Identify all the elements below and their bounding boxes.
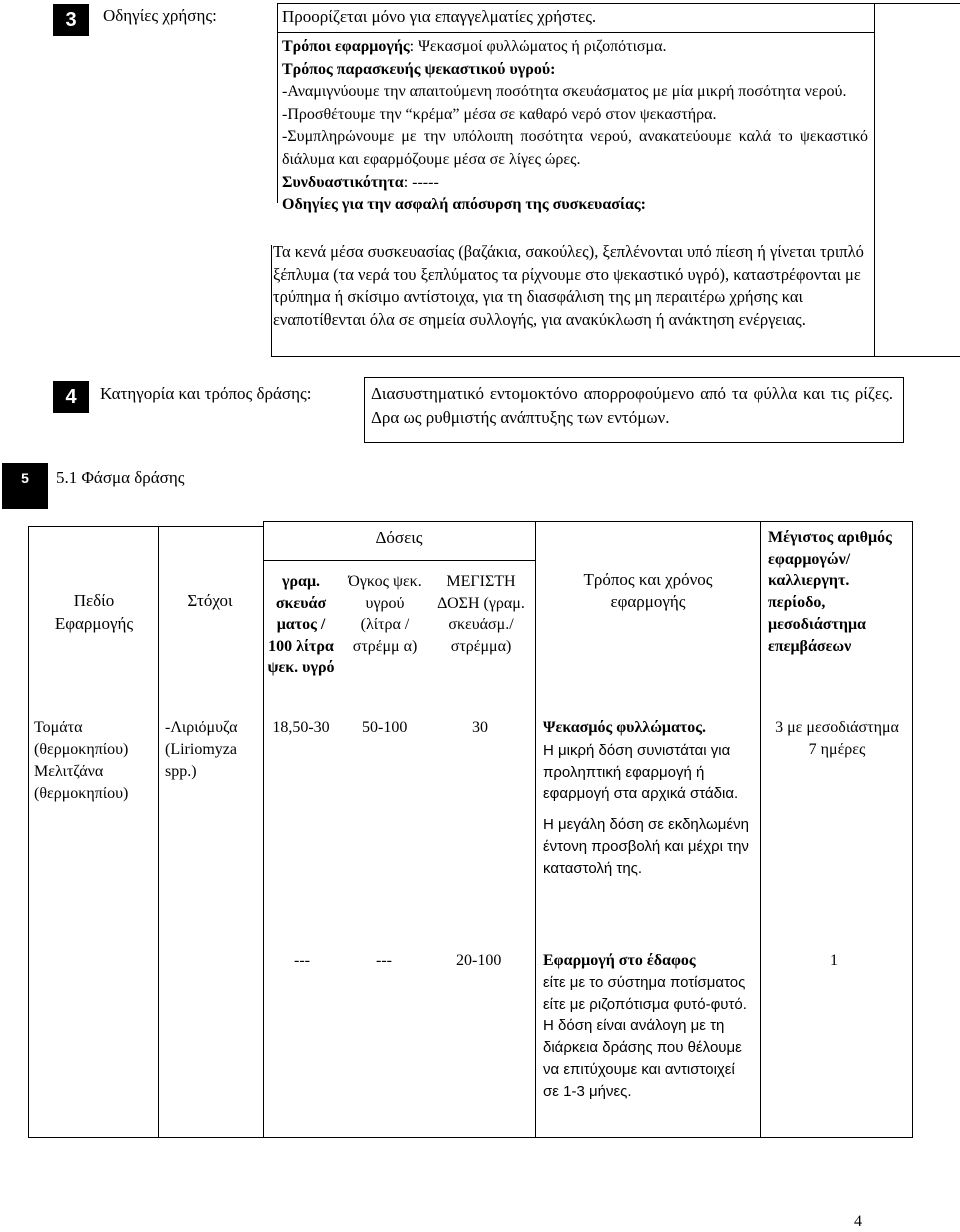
section-4-badge: 4 [53,381,89,413]
row2-method-title: Εφαρμογή στο έδαφος [543,952,696,969]
section-3-top-rule [277,3,960,4]
row1-dose: 18,50-30 [272,719,330,736]
row1-max-apps: 3 με μεσοδιάστημα 7 ημέρες [775,719,899,758]
row2-dose: --- [294,952,310,969]
header-max-apps: Μέγιστος αριθμός εφαρμογών/ καλλιεργητ. περίοδο, μεσοδιάστημα επεμβάσεων [768,529,892,655]
table-left-rule [28,526,29,1138]
section-3-left-rule [277,3,278,203]
table-top-rule [263,521,913,522]
crop-1: Τομάτα (θερμοκηπίου) [34,719,129,758]
crop-cell [34,717,158,805]
compatibility [282,172,868,195]
preparation-step-2: -Προσθέτουμε την “κρέμα” μέσα σε καθαρό νερό στον ψεκαστήρα. [282,105,717,123]
section-3-badge: 3 [53,4,89,36]
section-3-content [282,36,868,217]
section-3-label: Οδηγίες χρήσης: [103,6,217,25]
doses-header-rule [263,560,535,561]
header-dose-product: γραμ. σκευάσ ματος / 100 λίτρα ψεκ. υγρό [267,573,335,677]
header-method: Τρόπος και χρόνος εφαρμογής [583,570,713,611]
section-3-row-rule [277,32,874,33]
col-divider-2 [263,521,264,1138]
compatibility-label: Συνδυαστικότητα [282,173,404,191]
application-methods-text: : Ψεκασμοί φυλλώματος ή ριζοπότισμα. [409,38,667,55]
application-methods-label: Τρόποι εφαρμογής [282,38,410,55]
section-4-label: Κατηγορία και τρόπος δράσης: [100,384,312,403]
row1-volume: 50-100 [362,719,408,736]
row2-max-dose: 20-100 [456,952,502,969]
crop-2: Μελιτζάνα (θερμοκηπίου) [34,763,129,802]
row2-method-text: είτε με το σύστημα ποτίσματος είτε με ριζοπότισμα φυτό-φυτό. Η δόση είναι ανάλογη με τη διάρκεια δράσης που θέλουμε να επιτύχουμε και αντιστοιχεί σε 1-3 μήνες. [543,973,747,1100]
header-max-dose: ΜΕΓΙΣΤΗ ΔΟΣΗ (γραμ. σκευάσμ./ στρέμμα) [437,573,525,655]
section-3-bottom-rule [271,356,960,357]
application-methods [282,36,868,59]
header-targets: Στόχοι [187,591,233,610]
header-field: Πεδίο Εφαρμογής [54,591,134,633]
row2-volume: --- [376,952,392,969]
page-number: 4 [854,1213,862,1230]
row2-method [543,950,753,1103]
row1-method-title: Ψεκασμός φυλλώματος. [543,719,707,736]
section-4-text: Διασυστηματικό εντομοκτόνο απορροφούμενο από τα φύλλα και τις ρίζες. Δρα ως ρυθμιστής ανάπτυξης των εντόμων. [371,384,893,427]
section-3-right-rule [874,3,875,357]
preparation-step-3: -Συμπληρώνουμε με την υπόλοιπη ποσότητα νερού, ανακατεύουμε καλά το ψεκαστικό διάλυμα και εφαρμόζουμε μέσα σε λίγες ώρες. [282,128,868,168]
section-5-badge: 5 [2,463,48,509]
target-cell: -Λιριόμυζα (Liriomyza spp.) [165,719,238,780]
preparation-step-1: -Αναμιγνύουμε την απαιτούμενη ποσότητα σκευάσματος με μία μικρή ποσότητα νερού. [282,83,847,101]
section-3-line-1: Προορίζεται μόνο για επαγγελματίες χρήστες. [282,7,597,26]
row1-method-p2: Η μεγάλη δόση σε εκδηλωμένη έντονη προσβολή και μέχρι την καταστολή της. [543,816,749,877]
disposal-title: Οδηγίες για την ασφαλή απόσυρση της συσκευασίας: [282,196,646,214]
row1-method-p1: Η μικρή δόση συνιστάται για προληπτική εφαρμογή ή εφαρμογή στα αρχικά στάδια. [543,741,739,803]
table-left-top-rule [28,526,263,527]
row1-max-dose: 30 [472,719,488,736]
row1-method [543,717,759,880]
col-divider-4 [760,521,761,1138]
preparation-title: Τρόπος παρασκευής ψεκαστικού υγρού: [282,60,556,78]
disposal-text: Τα κενά μέσα συσκευασίας (βαζάκια, σακούλες), ξεπλένονται υπό πίεση ή γίνεται τριπλό ξέπλυμα (τα νερά του ξεπλύματος τα ρίχνουμε στο ψεκαστικό υγρό), καταστρέφονται με τρύπημα ή σκίσιμο αντίστοιχα, για τη διασφάλιση της μη περαιτέρω χρήσης και εναποτίθενται όλα σε σημεία συλλογής, για ανακύκλωση ή ανάκτηση ενέργειας. [273,242,864,330]
col-divider-3 [535,521,536,1138]
row2-max-apps: 1 [830,952,838,969]
compatibility-text: : ----- [403,173,439,191]
table-bottom-rule [28,1137,913,1138]
section-3-left-rule-lower [271,245,272,357]
header-volume: Όγκος ψεκ. υγρού (λίτρα / στρέμμ α) [348,573,422,655]
section-5-title: 5.1 Φάσμα δράσης [56,468,185,487]
col-divider-1 [158,526,159,1138]
table-right-rule [912,521,913,1138]
doses-header: Δόσεις [375,528,423,547]
